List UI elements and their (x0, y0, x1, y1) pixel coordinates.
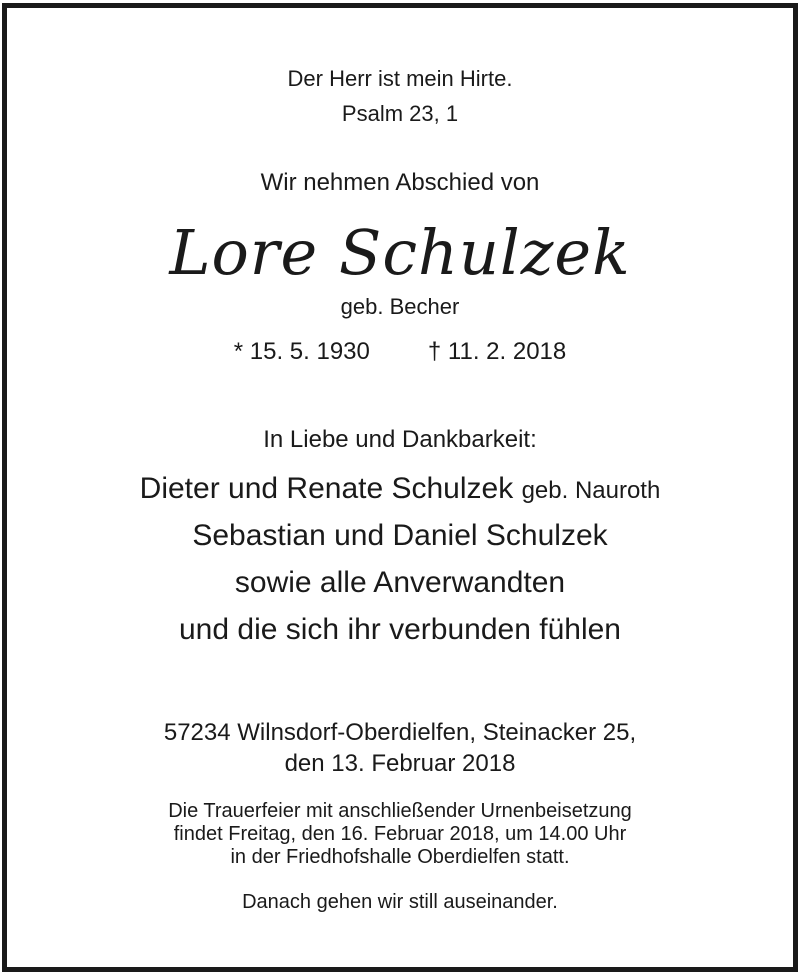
mourner-line-1 (7, 472, 793, 506)
death-date: † 11. 2. 2018 (427, 338, 567, 365)
mourner-maiden-name: geb. Nauroth (521, 477, 661, 504)
psalm-quote: Der Herr ist mein Hirte. (287, 66, 513, 91)
closing-line: Danach gehen wir still auseinander. (242, 891, 558, 913)
birth-date: * 15. 5. 1930 (233, 338, 370, 365)
farewell-intro: Wir nehmen Abschied von (260, 169, 540, 196)
address-line: 57234 Wilnsdorf-Oberdielfen, Steinacker 25, (163, 719, 637, 746)
mourner-line-4: und die sich ihr verbunden fühlen (179, 613, 621, 646)
psalm-reference: Psalm 23, 1 (341, 101, 459, 126)
mourner-line-3: sowie alle Anverwandten (234, 566, 566, 599)
obituary-notice (2, 3, 798, 972)
maiden-name: geb. Becher (340, 294, 460, 319)
life-dates (7, 338, 793, 366)
service-line-1: Die Trauerfeier mit anschließender Urnenbeisetzung (168, 800, 632, 822)
date-line: den 13. Februar 2018 (284, 750, 516, 777)
mourner-names: Dieter und Renate Schulzek (139, 472, 514, 505)
service-line-2: findet Freitag, den 16. Februar 2018, um 14.00 Uhr (173, 823, 627, 845)
mourners-heading: In Liebe und Dankbarkeit: (263, 426, 537, 453)
mourner-line-2: Sebastian und Daniel Schulzek (192, 519, 608, 552)
service-line-3: in der Friedhofshalle Oberdielfen statt. (230, 846, 570, 868)
deceased-name: Lore Schulzek (169, 216, 631, 289)
